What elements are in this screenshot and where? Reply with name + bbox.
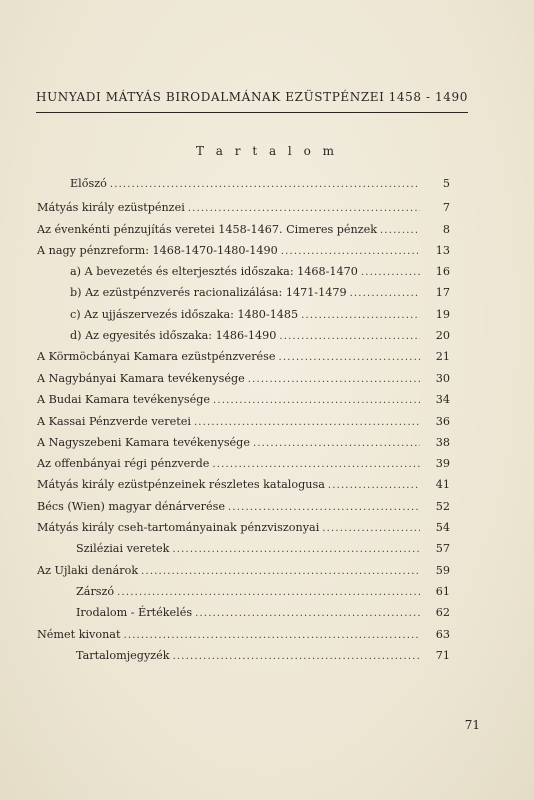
- leader-dots: [173, 649, 420, 665]
- toc-entry: [76, 648, 420, 664]
- toc-entry-label: Mátyás király ezüstpénzeinek részletes katalogusa: [37, 478, 325, 491]
- leader-dots: [248, 372, 420, 388]
- toc-entry-label: A Körmöcbányai Kamara ezüstpénzverése: [37, 350, 276, 363]
- toc-entry-page: 52: [435, 500, 450, 513]
- toc-entry-label: A Nagybányai Kamara tevékenysége: [37, 372, 245, 385]
- toc-entry-page: 30: [435, 372, 450, 385]
- toc-entry-label: A nagy pénzreform: 1468-1470-1480-1490: [37, 244, 278, 257]
- toc-entry-page: 63: [435, 628, 450, 641]
- toc-entry-label: A Budai Kamara tevékenysége: [37, 393, 211, 406]
- leader-dots: [123, 628, 420, 644]
- toc-entry: [37, 627, 420, 643]
- toc-entry: [37, 477, 420, 493]
- toc-entry-label: Bécs (Wien) magyar dénárverése: [37, 500, 226, 513]
- toc-title: T a r t a l o m: [195, 144, 338, 158]
- toc-entry: [76, 605, 420, 621]
- toc-entry-page: 8: [442, 223, 450, 236]
- leader-dots: [194, 415, 420, 431]
- toc-entry-page: 19: [435, 308, 450, 321]
- leader-dots: [279, 350, 420, 366]
- toc-entry: [37, 499, 420, 515]
- toc-entry-label: A Nagyszebeni Kamara tevékenysége: [37, 436, 250, 449]
- toc-entry-page: 20: [435, 329, 450, 342]
- toc-entry: [70, 264, 420, 280]
- toc-entry: [37, 520, 420, 536]
- toc-entry: [70, 307, 420, 323]
- toc-entry: [37, 349, 420, 365]
- toc-entry: [37, 414, 420, 430]
- leader-dots: [195, 606, 420, 622]
- toc-entry-label: Tartalomjegyzék: [76, 649, 170, 662]
- toc-entry-page: 7: [442, 201, 450, 214]
- toc-entry: [70, 176, 420, 192]
- toc-entry-page: 57: [435, 542, 450, 555]
- toc-entry-page: 61: [435, 585, 450, 598]
- toc-entry-page: 13: [435, 244, 450, 257]
- toc-entry-label: c) Az ujjászervezés időszaka: 1480-1485: [70, 308, 299, 321]
- toc-entry-page: 16: [435, 265, 450, 278]
- toc-entry-page: 59: [435, 564, 450, 577]
- toc-entry: [70, 285, 420, 301]
- leader-dots: [141, 564, 420, 580]
- running-header-years: 1458 - 1490: [388, 90, 468, 104]
- toc-entry-label: Előszó: [70, 177, 107, 190]
- leader-dots: [281, 244, 420, 260]
- toc-entry-label: Az évenkénti pénzujítás veretei 1458-1467. Cimeres pénzek: [37, 223, 378, 236]
- toc-entry: [37, 222, 420, 238]
- toc-entry: [37, 392, 420, 408]
- leader-dots: [213, 393, 420, 409]
- toc-entry: [37, 563, 420, 579]
- toc-entry-label: a) A bevezetés és elterjesztés időszaka: 1468-1470: [70, 265, 358, 278]
- toc-entry: [37, 435, 420, 451]
- leader-dots: [279, 329, 420, 345]
- running-header-title: HUNYADI MÁTYÁS BIRODALMÁNAK EZÜSTPÉNZEI: [36, 90, 385, 104]
- leader-dots: [212, 457, 420, 473]
- toc-entry-page: 34: [435, 393, 450, 406]
- toc-entry-page: 36: [435, 415, 450, 428]
- toc-entry-label: Irodalom - Értékelés: [76, 606, 193, 619]
- toc-entry-page: 62: [435, 606, 450, 619]
- toc-entry: [70, 328, 420, 344]
- toc-entry-page: 54: [435, 521, 450, 534]
- leader-dots: [172, 542, 420, 558]
- toc-entry-page: 41: [435, 478, 450, 491]
- leader-dots: [301, 308, 420, 324]
- toc-entry-label: A Kassai Pénzverde veretei: [37, 415, 191, 428]
- toc-entry-label: Az Ujlaki denárok: [37, 564, 139, 577]
- leader-dots: [117, 585, 420, 601]
- toc-entry-page: 39: [435, 457, 450, 470]
- leader-dots: [253, 436, 420, 452]
- toc-entry: [37, 456, 420, 472]
- leader-dots: [228, 500, 420, 516]
- toc-entry: [37, 243, 420, 259]
- toc-entry-label: Mátyás király ezüstpénzei: [37, 201, 185, 214]
- toc-entry: [37, 371, 420, 387]
- toc-entry-label: d) Az egyesités időszaka: 1486-1490: [70, 329, 277, 342]
- toc-entry: [76, 584, 420, 600]
- toc-entry-page: 21: [435, 350, 450, 363]
- toc-entry-label: Sziléziai veretek: [76, 542, 170, 555]
- toc-entry-page: 38: [435, 436, 450, 449]
- toc-entry-page: 5: [442, 177, 450, 190]
- leader-dots: [322, 521, 420, 537]
- toc-entry-label: b) Az ezüstpénzverés racionalizálása: 1471-1479: [70, 286, 347, 299]
- toc-entry-page: 71: [435, 649, 450, 662]
- leader-dots: [188, 201, 420, 217]
- toc-entry-label: Mátyás király cseh-tartományainak pénzviszonyai: [37, 521, 320, 534]
- toc-entry: [76, 541, 420, 557]
- leader-dots: [328, 478, 420, 494]
- toc-entry-label: Zárszó: [76, 585, 115, 598]
- leader-dots: [110, 177, 420, 193]
- page-number: 71: [464, 718, 480, 732]
- toc-entry-label: Az offenbányai régi pénzverde: [37, 457, 210, 470]
- toc-entry-label: Német kivonat: [37, 628, 121, 641]
- toc-entry-page: 17: [435, 286, 450, 299]
- toc-entry: [37, 200, 420, 216]
